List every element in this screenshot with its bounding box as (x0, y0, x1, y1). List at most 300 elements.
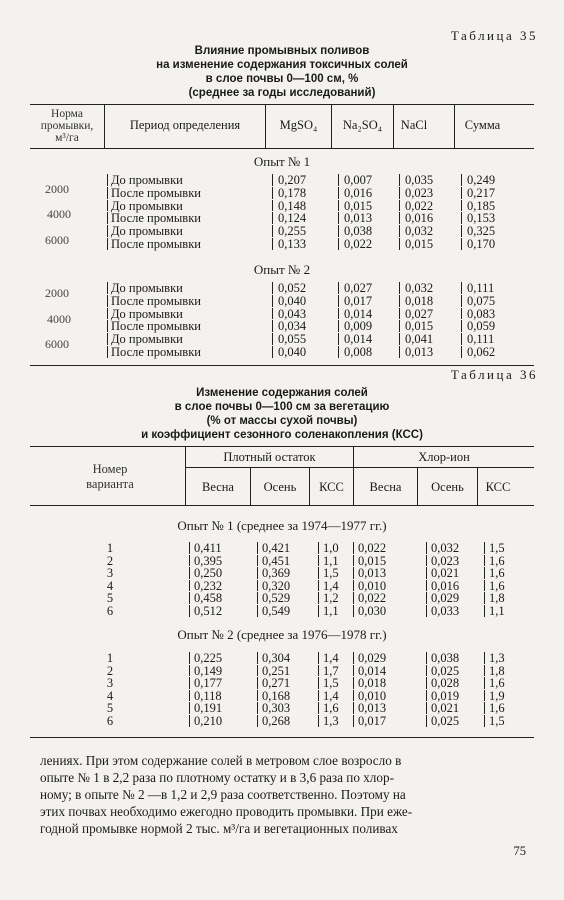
norm-value: 6000 (45, 337, 69, 351)
variant-cell: 3 (106, 676, 114, 691)
cell-bracket (257, 665, 258, 677)
cell-bracket (272, 174, 273, 186)
period-cell: После промывки (111, 293, 201, 308)
dense-kss-cell: 1,7 (323, 663, 339, 678)
dense-autumn-cell: 0,369 (262, 566, 291, 581)
dense-kss-cell: 1,3 (323, 714, 339, 728)
cell-bracket (353, 555, 354, 567)
header-line: промывки, (40, 120, 94, 132)
sum-cell: 0,153 (467, 211, 496, 226)
cell-bracket (318, 715, 319, 727)
experiment-1-label: Опыт № 1 (среднее за 1974—1977 гг.) (177, 518, 387, 533)
header-nacl: NaCl (400, 118, 428, 132)
chlor-autumn-cell: 0,033 (431, 604, 460, 618)
cell-bracket (318, 605, 319, 617)
sum-cell: 0,062 (467, 345, 496, 359)
chlor-spring-cell: 0,015 (358, 553, 387, 568)
rule (30, 737, 534, 738)
sum-cell: 0,083 (467, 306, 496, 321)
cell-bracket (272, 333, 273, 345)
na2so4-cell: 0,008 (344, 345, 373, 359)
mgso4-cell: 0,040 (278, 293, 307, 308)
cell-bracket (189, 715, 190, 727)
dense-spring-cell: 0,232 (194, 578, 223, 593)
rule (30, 104, 534, 105)
table-36-label: Таблица 36 (450, 367, 538, 382)
cell-bracket (338, 174, 339, 186)
period-cell: До промывки (111, 281, 183, 295)
na2so4-cell: 0,014 (344, 332, 373, 347)
cell-bracket (338, 225, 339, 237)
sum-cell: 0,075 (467, 293, 496, 308)
cell-bracket (272, 225, 273, 237)
cell-bracket (272, 295, 273, 307)
chlor-kss-cell: 1,6 (489, 701, 505, 716)
cell-bracket (353, 690, 354, 702)
mgso4-cell: 0,124 (278, 211, 307, 226)
sum-cell: 0,059 (467, 319, 496, 334)
cell-bracket (189, 690, 190, 702)
cell-bracket (484, 702, 485, 714)
cell-bracket (318, 592, 319, 604)
cell-bracket (338, 187, 339, 199)
cell-bracket (257, 567, 258, 579)
dense-kss-cell: 1,4 (323, 651, 339, 665)
dense-kss-cell: 1,1 (323, 604, 339, 618)
cell-bracket (257, 592, 258, 604)
cell-bracket (399, 282, 400, 294)
period-cell: До промывки (111, 332, 183, 347)
title-line: и коэффициент сезонного соленакопления (КСС) (141, 429, 423, 441)
cell-bracket (107, 295, 108, 307)
cell-bracket (318, 652, 319, 664)
cell-bracket (338, 320, 339, 332)
cell-bracket (426, 567, 427, 579)
paragraph-line: ному; в опыте № 2 —в 1,2 и 2,9 раза соответственно. Поэтому на (40, 787, 406, 802)
cell-bracket (272, 187, 273, 199)
variant-cell: 2 (106, 663, 114, 678)
mgso4-cell: 0,133 (278, 237, 307, 251)
chlor-kss-cell: 1,1 (489, 604, 505, 618)
cell-bracket (399, 295, 400, 307)
cell-bracket (189, 652, 190, 664)
variant-cell: 6 (106, 714, 114, 728)
cell-bracket (461, 174, 462, 186)
cell-bracket (353, 665, 354, 677)
cell-bracket (399, 346, 400, 358)
dense-kss-cell: 1,1 (323, 553, 339, 568)
variant-cell: 5 (106, 701, 114, 716)
dense-spring-cell: 0,177 (194, 676, 223, 691)
cell-bracket (484, 592, 485, 604)
header-variant (40, 462, 180, 492)
chlor-autumn-cell: 0,021 (431, 701, 460, 716)
na2so4-cell: 0,038 (344, 224, 373, 239)
cell-bracket (338, 200, 339, 212)
header-sum: Сумма (464, 118, 501, 132)
cell-bracket (189, 567, 190, 579)
cell-bracket (353, 605, 354, 617)
chlor-autumn-cell: 0,038 (431, 651, 460, 665)
cell-bracket (399, 200, 400, 212)
norm-value: 4000 (47, 207, 71, 221)
cell-bracket (399, 238, 400, 250)
chlor-spring-cell: 0,013 (358, 701, 387, 716)
cell-bracket (461, 346, 462, 358)
sum-cell: 0,325 (467, 224, 496, 239)
cell-bracket (484, 542, 485, 554)
cell-bracket (257, 542, 258, 554)
na2so4-cell: 0,014 (344, 306, 373, 321)
cell-bracket (426, 542, 427, 554)
period-cell: После промывки (111, 319, 201, 334)
dense-autumn-cell: 0,268 (262, 714, 291, 728)
header-mgso4: MgSO₄ (279, 118, 318, 132)
cell-bracket (189, 580, 190, 592)
cell-bracket (484, 567, 485, 579)
chlor-kss-cell: 1,6 (489, 566, 505, 581)
nacl-cell: 0,016 (405, 211, 434, 226)
header-spring: Весна (369, 480, 402, 494)
chlor-kss-cell: 1,8 (489, 591, 505, 606)
chlor-spring-cell: 0,017 (358, 714, 387, 728)
cell-bracket (461, 295, 462, 307)
rule (30, 505, 534, 506)
cell-bracket (257, 555, 258, 567)
header-autumn: Осень (431, 480, 464, 494)
mgso4-cell: 0,040 (278, 345, 307, 359)
chlor-autumn-cell: 0,016 (431, 578, 460, 593)
chlor-spring-cell: 0,030 (358, 604, 387, 618)
period-cell: До промывки (111, 173, 183, 187)
title-line: на изменение содержания токсичных солей (156, 59, 408, 71)
nacl-cell: 0,027 (405, 306, 434, 321)
dense-kss-cell: 1,2 (323, 591, 339, 606)
cell-bracket (272, 200, 273, 212)
cell-bracket (272, 282, 273, 294)
dense-autumn-cell: 0,451 (262, 553, 291, 568)
cell-bracket (484, 605, 485, 617)
mgso4-cell: 0,178 (278, 185, 307, 200)
cell-bracket (353, 567, 354, 579)
header-autumn: Осень (263, 480, 297, 494)
nacl-cell: 0,032 (405, 224, 434, 239)
cell-bracket (461, 212, 462, 224)
cell-bracket (426, 592, 427, 604)
mgso4-cell: 0,207 (278, 173, 307, 187)
title-line: (% от массы сухой почвы) (206, 415, 358, 427)
cell-bracket (426, 652, 427, 664)
period-cell: После промывки (111, 237, 201, 251)
nacl-cell: 0,015 (405, 237, 434, 251)
chlor-kss-cell: 1,6 (489, 578, 505, 593)
title-line: (среднее за годы исследований) (188, 87, 376, 99)
experiment-1-label: Опыт № 1 (253, 154, 311, 169)
mgso4-cell: 0,034 (278, 319, 307, 334)
mgso4-cell: 0,052 (278, 281, 307, 295)
cell-bracket (257, 580, 258, 592)
chlor-kss-cell: 1,9 (489, 688, 505, 703)
cell-bracket (484, 715, 485, 727)
variant-cell: 1 (106, 651, 114, 665)
cell-bracket (353, 542, 354, 554)
sum-cell: 0,111 (467, 332, 495, 347)
cell-bracket (257, 605, 258, 617)
experiment-2-label: Опыт № 2 (среднее за 1976—1978 гг.) (177, 627, 387, 642)
nacl-cell: 0,023 (405, 185, 434, 200)
na2so4-cell: 0,009 (344, 319, 373, 334)
sum-cell: 0,170 (467, 237, 496, 251)
title-line: Влияние промывных поливов (194, 45, 370, 57)
variant-cell: 6 (106, 604, 114, 618)
sum-cell: 0,249 (467, 173, 496, 187)
cell-bracket (353, 715, 354, 727)
cell-bracket (107, 346, 108, 358)
nacl-cell: 0,035 (405, 173, 434, 187)
cell-bracket (426, 555, 427, 567)
cell-bracket (426, 665, 427, 677)
title-line: Изменение содержания солей (196, 387, 368, 399)
cell-bracket (318, 542, 319, 554)
period-cell: До промывки (111, 306, 183, 321)
cell-bracket (461, 282, 462, 294)
variant-cell: 5 (106, 591, 114, 606)
cell-bracket (338, 212, 339, 224)
dense-autumn-cell: 0,303 (262, 701, 291, 716)
cell-bracket (484, 665, 485, 677)
norm-value: 2000 (45, 182, 69, 196)
variant-cell: 4 (106, 578, 114, 593)
rule (185, 467, 534, 468)
chlor-spring-cell: 0,022 (358, 591, 387, 606)
cell-bracket (107, 282, 108, 294)
cell-bracket (426, 715, 427, 727)
chlor-kss-cell: 1,6 (489, 676, 505, 691)
header-kss: КСС (319, 480, 344, 494)
cell-bracket (272, 346, 273, 358)
cell-bracket (107, 174, 108, 186)
sum-cell: 0,185 (467, 198, 496, 213)
cell-bracket (461, 320, 462, 332)
mgso4-cell: 0,148 (278, 198, 307, 213)
cell-bracket (318, 555, 319, 567)
nacl-cell: 0,032 (405, 281, 434, 295)
header-norm (30, 108, 104, 144)
chlor-kss-cell: 1,5 (489, 541, 505, 555)
chlor-autumn-cell: 0,032 (431, 541, 460, 555)
variant-cell: 3 (106, 566, 114, 581)
cell-bracket (189, 665, 190, 677)
nacl-cell: 0,022 (405, 198, 434, 213)
nacl-cell: 0,041 (405, 332, 434, 347)
dense-kss-cell: 1,5 (323, 566, 339, 581)
header-na2so4: Na₂SO₄ (342, 118, 383, 132)
chlor-spring-cell: 0,014 (358, 663, 387, 678)
chlor-spring-cell: 0,029 (358, 651, 387, 665)
cell-bracket (484, 652, 485, 664)
dense-kss-cell: 1,0 (323, 541, 339, 555)
cell-bracket (399, 187, 400, 199)
chlor-autumn-cell: 0,025 (431, 714, 460, 728)
dense-spring-cell: 0,149 (194, 663, 223, 678)
cell-bracket (353, 702, 354, 714)
chlor-spring-cell: 0,022 (358, 541, 387, 555)
dense-spring-cell: 0,250 (194, 566, 223, 581)
na2so4-cell: 0,007 (344, 173, 373, 187)
cell-bracket (338, 295, 339, 307)
cell-bracket (484, 580, 485, 592)
mgso4-cell: 0,055 (278, 332, 307, 347)
period-cell: До промывки (111, 224, 183, 239)
cell-bracket (399, 225, 400, 237)
header-spring: Весна (202, 480, 234, 494)
cell-bracket (272, 212, 273, 224)
variant-cell: 4 (106, 688, 114, 703)
cell-bracket (338, 346, 339, 358)
cell-bracket (338, 238, 339, 250)
cell-bracket (338, 333, 339, 345)
title-line: в слое почвы 0—100 см, % (205, 73, 359, 85)
dense-autumn-cell: 0,421 (262, 541, 291, 555)
header-chlorine-ion: Хлор-ион (418, 450, 470, 464)
cell-bracket (353, 677, 354, 689)
cell-bracket (257, 652, 258, 664)
cell-bracket (189, 605, 190, 617)
chlor-kss-cell: 1,8 (489, 663, 505, 678)
cell-bracket (257, 715, 258, 727)
rule (30, 148, 534, 149)
cell-bracket (461, 225, 462, 237)
cell-bracket (272, 308, 273, 320)
chlor-autumn-cell: 0,023 (431, 553, 460, 568)
cell-bracket (353, 580, 354, 592)
dense-spring-cell: 0,225 (194, 651, 223, 665)
cell-bracket (107, 225, 108, 237)
dense-kss-cell: 1,4 (323, 688, 339, 703)
cell-bracket (107, 320, 108, 332)
chlor-autumn-cell: 0,019 (431, 688, 460, 703)
dense-autumn-cell: 0,549 (262, 604, 291, 618)
cell-bracket (257, 677, 258, 689)
cell-bracket (426, 690, 427, 702)
dense-autumn-cell: 0,304 (262, 651, 291, 665)
cell-bracket (189, 592, 190, 604)
cell-bracket (107, 200, 108, 212)
na2so4-cell: 0,027 (344, 281, 373, 295)
cell-bracket (484, 555, 485, 567)
cell-bracket (461, 238, 462, 250)
cell-bracket (484, 677, 485, 689)
cell-bracket (399, 174, 400, 186)
dense-autumn-cell: 0,271 (262, 676, 291, 691)
cell-bracket (399, 308, 400, 320)
dense-kss-cell: 1,5 (323, 676, 339, 691)
cell-bracket (461, 333, 462, 345)
dense-autumn-cell: 0,168 (262, 688, 291, 703)
norm-value: 6000 (45, 233, 69, 247)
rule (104, 104, 105, 148)
dense-spring-cell: 0,118 (194, 688, 222, 703)
cell-bracket (318, 665, 319, 677)
dense-autumn-cell: 0,251 (262, 663, 291, 678)
na2so4-cell: 0,013 (344, 211, 373, 226)
mgso4-cell: 0,255 (278, 224, 307, 239)
header-line: Норма (51, 108, 83, 120)
cell-bracket (399, 333, 400, 345)
dense-spring-cell: 0,512 (194, 604, 223, 618)
cell-bracket (426, 580, 427, 592)
chlor-spring-cell: 0,010 (358, 578, 387, 593)
dense-spring-cell: 0,395 (194, 553, 223, 568)
norm-value: 4000 (47, 312, 71, 326)
cell-bracket (426, 677, 427, 689)
cell-bracket (107, 238, 108, 250)
table-35-label: Таблица 35 (450, 28, 538, 43)
cell-bracket (189, 542, 190, 554)
dense-spring-cell: 0,458 (194, 591, 223, 606)
cell-bracket (399, 212, 400, 224)
header-kss: КСС (485, 480, 511, 494)
experiment-2-label: Опыт № 2 (253, 262, 311, 277)
mgso4-cell: 0,043 (278, 306, 307, 321)
cell-bracket (318, 567, 319, 579)
period-cell: До промывки (111, 198, 183, 213)
header-line: варианта (86, 477, 134, 491)
nacl-cell: 0,013 (405, 345, 434, 359)
cell-bracket (189, 702, 190, 714)
cell-bracket (461, 187, 462, 199)
cell-bracket (318, 677, 319, 689)
cell-bracket (107, 187, 108, 199)
paragraph-line: лениях. При этом содержание солей в метровом слое возросло в (40, 753, 402, 768)
header-dense-residue: Плотный остаток (223, 450, 316, 464)
dense-kss-cell: 1,6 (323, 701, 339, 716)
cell-bracket (338, 308, 339, 320)
header-line: Номер (92, 462, 128, 476)
header-line: м³/га (55, 132, 79, 144)
dense-spring-cell: 0,210 (194, 714, 223, 728)
cell-bracket (272, 238, 273, 250)
nacl-cell: 0,018 (405, 293, 434, 308)
paragraph-line: опыте № 1 в 2,2 раза по плотному остатку и в 3,6 раза по хлор- (40, 770, 394, 785)
table-36-title (0, 386, 564, 442)
dense-autumn-cell: 0,320 (262, 578, 291, 593)
period-cell: После промывки (111, 185, 201, 200)
period-cell: После промывки (111, 211, 201, 226)
cell-bracket (318, 580, 319, 592)
cell-bracket (318, 690, 319, 702)
variant-cell: 2 (106, 553, 114, 568)
norm-value: 2000 (45, 286, 69, 300)
cell-bracket (353, 592, 354, 604)
cell-bracket (107, 333, 108, 345)
rule (30, 365, 534, 366)
dense-spring-cell: 0,411 (194, 541, 222, 555)
cell-bracket (338, 282, 339, 294)
chlor-autumn-cell: 0,029 (431, 591, 460, 606)
cell-bracket (257, 702, 258, 714)
cell-bracket (107, 308, 108, 320)
paragraph-line: этих почвах необходимо ежегодно проводить промывки. При еже- (40, 804, 413, 819)
sum-cell: 0,217 (467, 185, 496, 200)
na2so4-cell: 0,015 (344, 198, 373, 213)
cell-bracket (318, 702, 319, 714)
dense-kss-cell: 1,4 (323, 578, 339, 593)
dense-autumn-cell: 0,529 (262, 591, 291, 606)
chlor-kss-cell: 1,5 (489, 714, 505, 728)
table-35-title (0, 44, 564, 100)
cell-bracket (426, 702, 427, 714)
